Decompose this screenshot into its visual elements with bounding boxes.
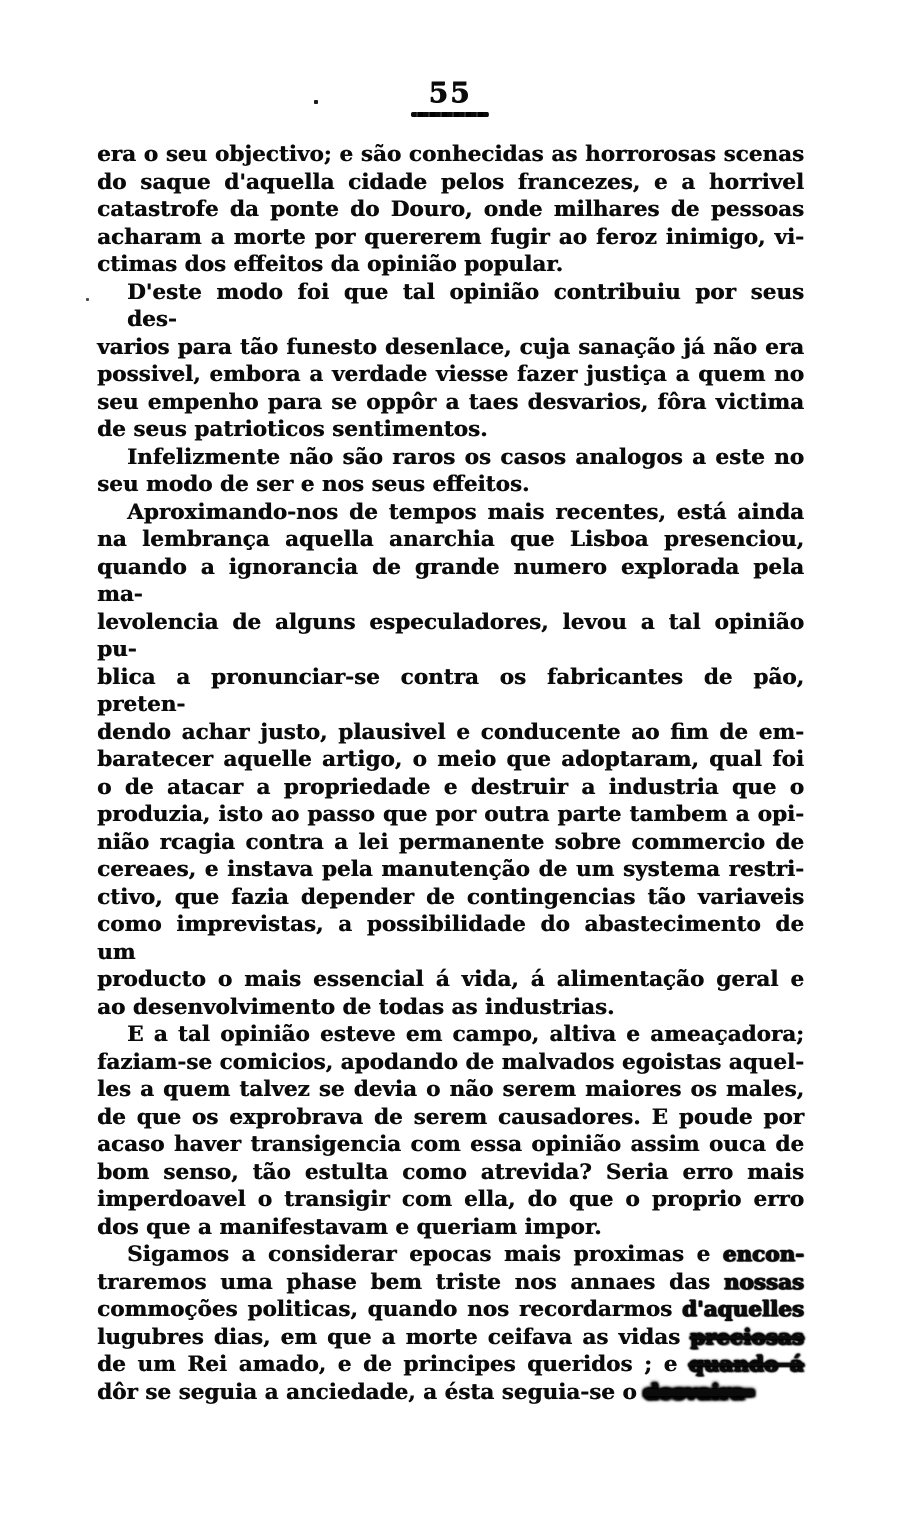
line-text: seu empenho para se oppôr a taes desvarios, fôra victima [97,389,804,415]
smudged-text: preciosas [690,1324,804,1350]
paragraph [97,1241,804,1406]
text-line [97,526,804,554]
smudged-text: quando á [688,1352,804,1377]
text-line [97,1049,804,1077]
line-text: ctivo, que fazia depender de contingencias tão variaveis [97,884,804,910]
text-line [97,801,804,829]
line-text: bom senso, tão estulta como atrevida? Seria erro mais [97,1159,804,1185]
line-text: produzia, isto ao passo que por outra parte tambem a opi- [97,802,804,827]
text-line [97,1021,804,1049]
text-line [97,1324,804,1352]
text-line [97,1131,804,1159]
line-text: levolencia de alguns especuladores, levou a tal opinião pu- [97,609,804,662]
line-text: o de atacar a propriedade e destruir a industria que o [97,774,804,800]
text-line [97,746,804,774]
line-text: acharam a morte por quererem fugir ao feroz inimigo, vi- [97,224,804,250]
page-number-rule [411,112,489,117]
line-text: E a tal opinião esteve em campo, altiva e ameaçadora; [127,1022,804,1047]
line-text: de que os exprobrava de serem causadores. E poude por [97,1104,804,1130]
line-text: ao desenvolvimento de todas as industrias. [97,994,615,1020]
page-text [97,141,804,1406]
text-line [97,966,804,994]
line-text: les a quem talvez se devia o não serem maiores os males, [97,1077,804,1102]
text-line [97,1159,804,1187]
line-text: Sigamos a considerar epocas mais proximas e [127,1242,723,1267]
line-text: imperdoavel o transigir com ella, do que o proprio erro [97,1187,804,1212]
line-text: D'este modo foi que tal opinião contribuiu por seus des- [127,279,804,332]
line-text: dendo achar justo, plausivel e conducente ao fim de em- [97,719,804,745]
text-line [97,471,804,499]
line-text: quando a ignorancia de grande numero explorada pela ma- [97,554,804,607]
line-text: de seus patrioticos sentimentos. [97,417,488,442]
line-text: na lembrança aquella anarchia que Lisboa presenciou, [97,527,804,552]
text-line [97,856,804,884]
text-line [97,169,804,197]
line-text: como imprevistas, a possibilidade do abastecimento de um [97,912,804,965]
text-line [97,499,804,527]
text-line [97,994,804,1022]
line-text: Aproximando-nos de tempos mais recentes, está ainda [127,499,804,525]
text-line [97,416,804,444]
line-text: do saque d'aquella cidade pelos francezes, e a horrivel [97,169,804,195]
text-line [97,884,804,912]
smudged-text: d'aquelles [681,1297,804,1322]
page-number: 55 [428,76,472,109]
text-line [97,719,804,747]
text-line [97,1104,804,1132]
text-line [97,1379,804,1407]
line-text: de um Rei amado, e de principes queridos ; e [97,1352,689,1377]
text-line [97,1214,804,1242]
text-line [97,224,804,252]
text-line [97,334,804,362]
text-line [97,829,804,857]
line-text: seu modo de ser e nos seus effeitos. [97,472,530,497]
text-line [97,1269,804,1297]
ink-speck [314,100,318,104]
smudged-text: encon- [722,1242,804,1267]
line-text: lugubres dias, em que a morte ceifava as vidas [97,1324,691,1350]
text-line [97,141,804,169]
line-text: dos que a manifestavam e queriam impor. [97,1214,602,1240]
text-line [97,1241,804,1269]
text-line [97,361,804,389]
paragraph [97,444,804,499]
line-text: traremos uma phase bem triste nos annaes das [97,1269,724,1295]
smudged-text: desvaira- [644,1379,754,1405]
line-text: nião rcagia contra a lei permanente sobre commercio de [97,829,804,855]
line-text: catastrofe da ponte do Douro, onde milhares de pessoas [97,197,804,222]
ink-speck [86,298,89,301]
line-text: ctimas dos effeitos da opinião popular. [97,252,563,277]
text-line [97,554,804,609]
line-text: era o seu objectivo; e são conhecidas as horrorosas scenas [97,142,804,167]
text-line [97,911,804,966]
paragraph [97,499,804,1022]
page-header [0,78,900,117]
line-text: Infelizmente não são raros os casos analogos a este no [127,444,804,470]
text-line [97,389,804,417]
line-text: varios para tão funesto desenlace, cuja sanação já não era [97,334,804,360]
line-text: commoções politicas, quando nos recordarmos [97,1297,682,1322]
text-line [97,279,804,334]
text-line [97,664,804,719]
smudged-text: nossas [723,1269,804,1295]
text-line [97,444,804,472]
paragraph [97,1021,804,1241]
paragraph [97,141,804,279]
text-line [97,609,804,664]
text-line [97,1186,804,1214]
line-text: baratecer aquelle artigo, o meio que adoptaram, qual foi [97,747,804,772]
line-text: cereaes, e instava pela manutenção de um systema restri- [97,857,804,882]
line-text: blica a pronunciar-se contra os fabricantes de pão, preten- [97,664,804,717]
paragraph [97,279,804,444]
text-line [97,196,804,224]
line-text: producto o mais essencial á vida, á alimentação geral e [97,967,804,992]
line-text: faziam-se comicios, apodando de malvados egoistas aquel- [97,1049,804,1075]
text-line [97,251,804,279]
text-line [97,774,804,802]
line-text: possivel, embora a verdade viesse fazer justiça a quem no [97,362,804,387]
line-text: dôr se seguia a anciedade, a ésta seguia-se o [97,1379,645,1405]
line-text: acaso haver transigencia com essa opinião assim ouca de [97,1132,804,1157]
text-line [97,1351,804,1379]
text-line [97,1296,804,1324]
text-line [97,1076,804,1104]
